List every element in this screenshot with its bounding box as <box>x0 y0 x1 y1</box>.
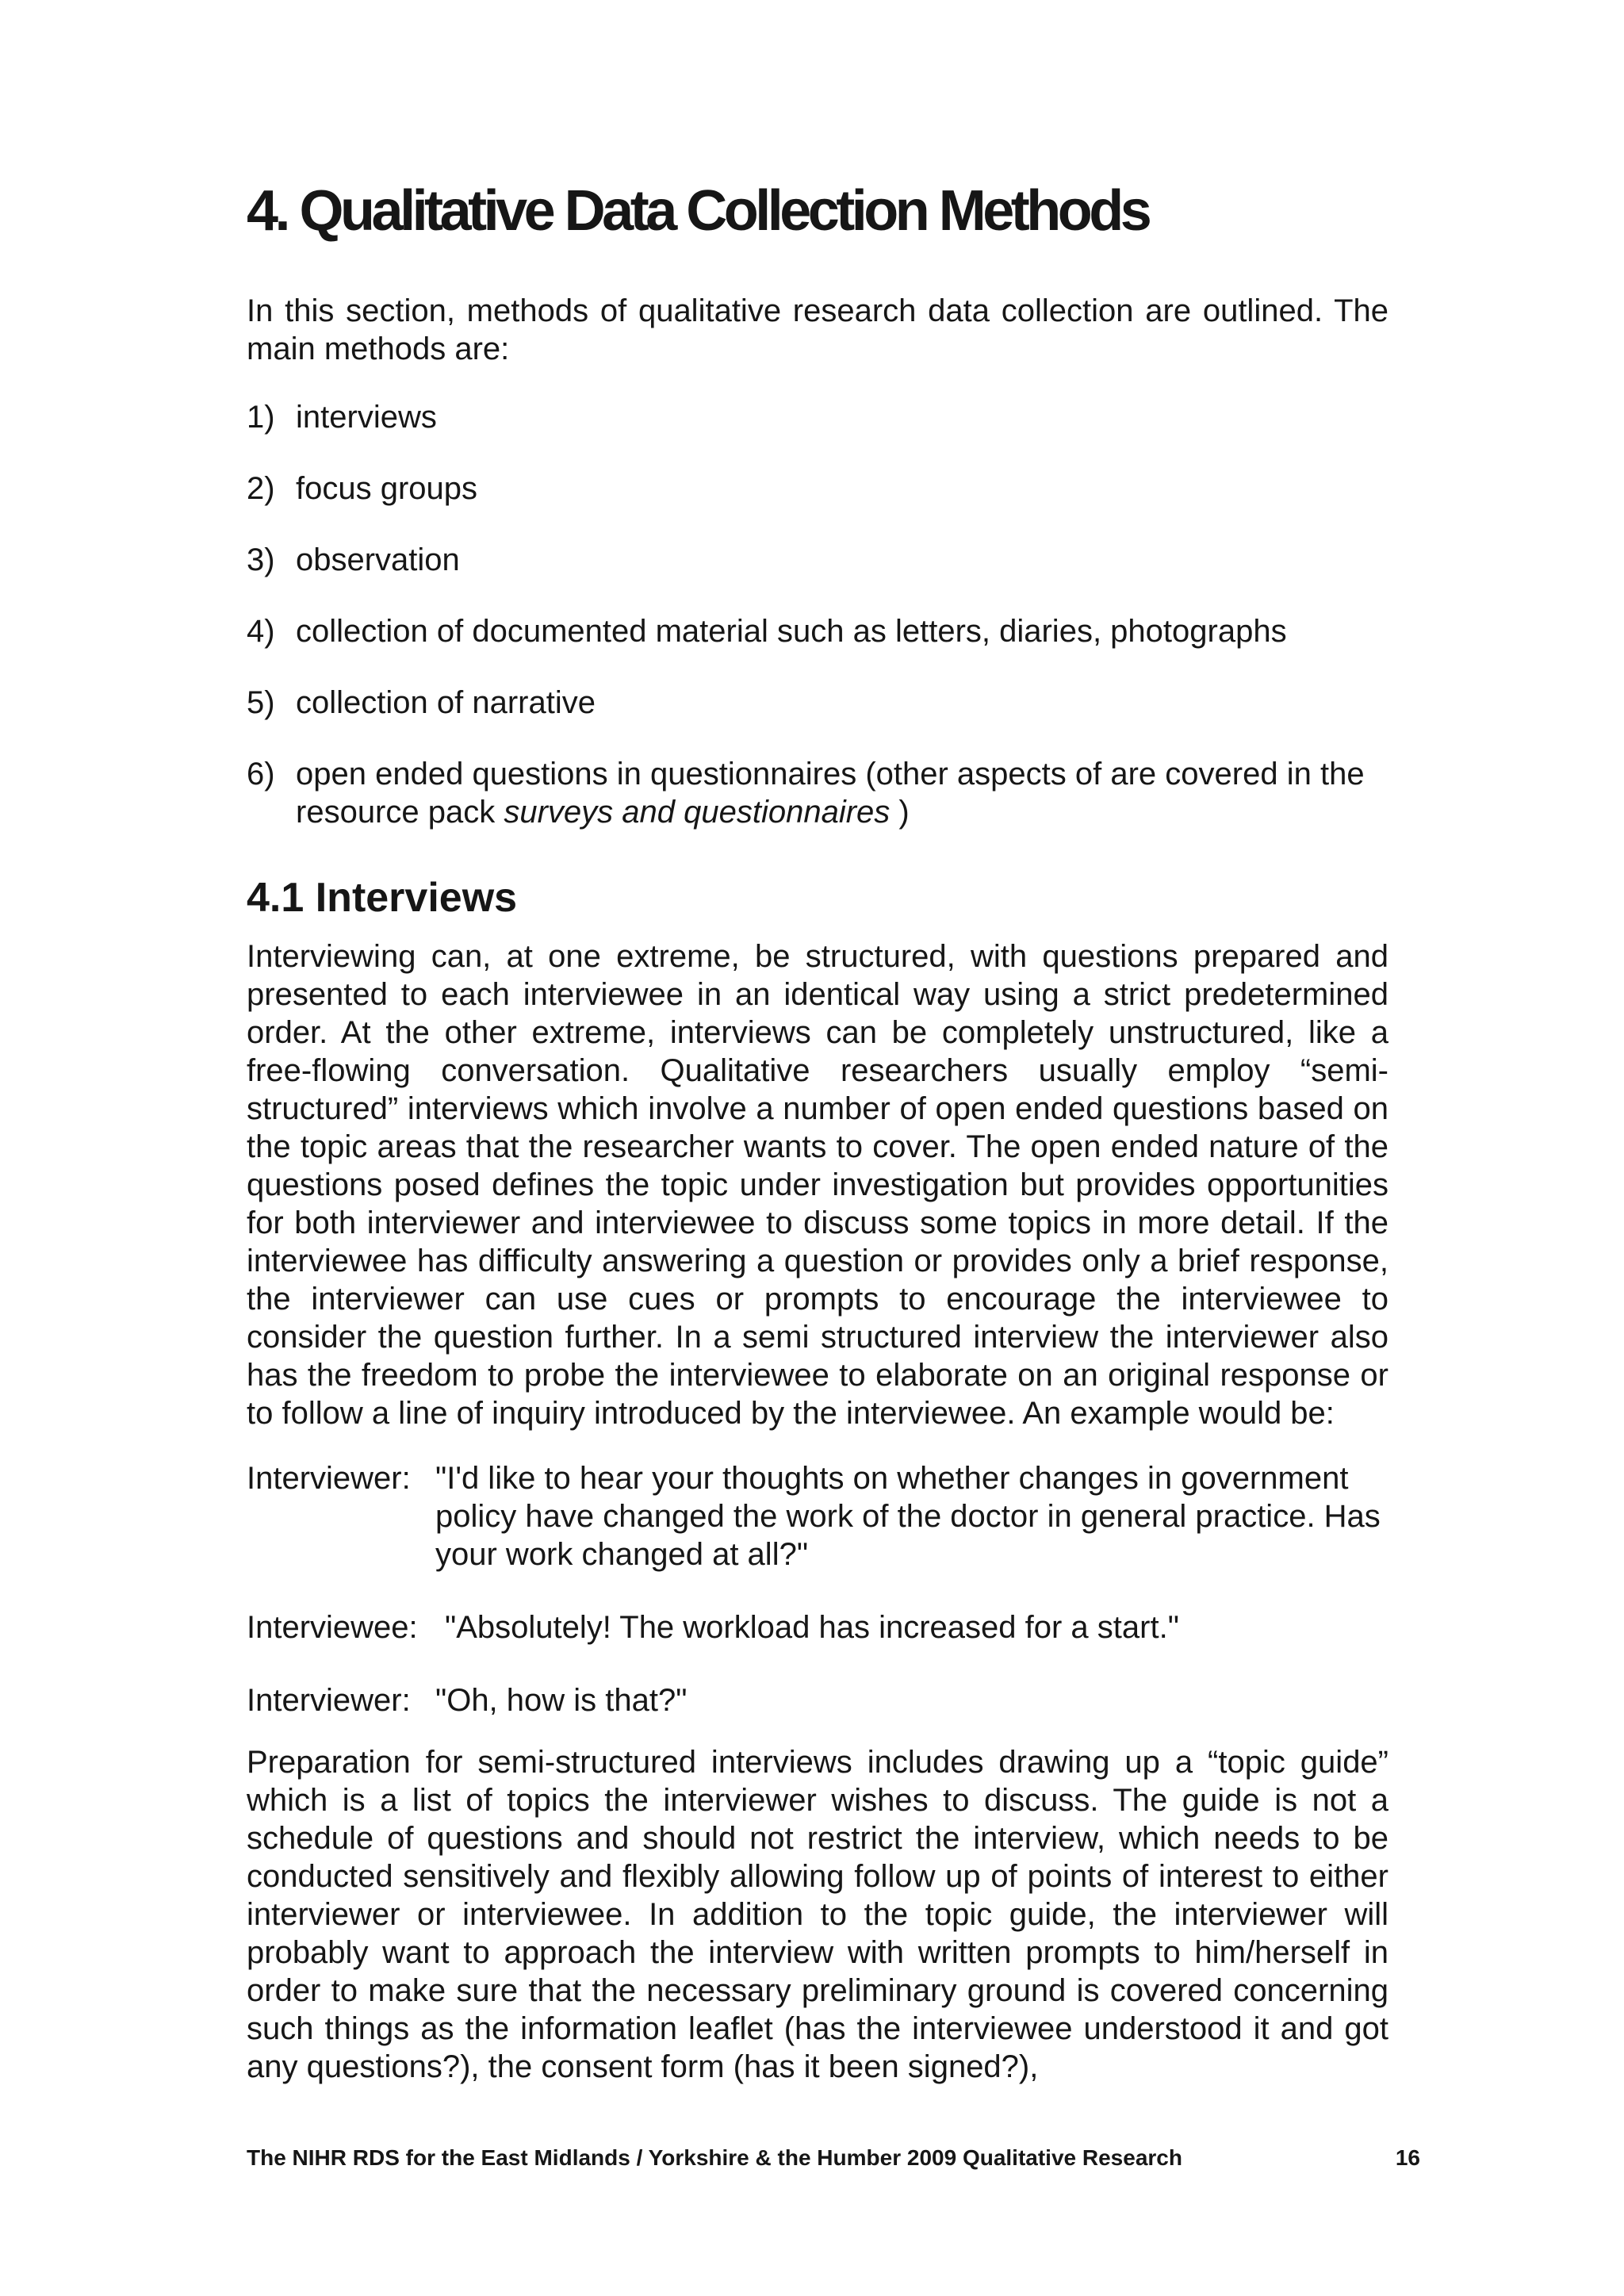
intro-paragraph: In this section, methods of qualitative research data collection are outlined. The main methods are: <box>247 293 1388 366</box>
list-number: 5) <box>247 685 275 720</box>
page-footer <box>247 2145 1420 2171</box>
speaker-label: Interviewer: <box>247 1683 411 1718</box>
page-title: 4. Qualitative Data Collection Methods <box>247 179 1149 243</box>
list-text-main: open ended questions in questionnaires (other aspects of are covered in the resource pack <box>296 757 1365 830</box>
body-paragraph: Preparation for semi-structured interviews includes drawing up a “topic guide” which is a list of topics the interviewer wishes to discuss. The guide is not a schedule of questions and should not restrict the interview, which needs to be conducted sensitively and flexibly allowing follow up of points of interest to either interviewer or interviewee. In addition to the topic guide, the interviewer will probably want to approach the interview with written prompts to him/herself in order to make sure that the necessary preliminary ground is covered concerning such things as the information leaflet (has the interviewee understood it and got any questions?), the consent form (has it been signed?), <box>247 1745 1388 2084</box>
dialogue-line <box>247 1681 1388 1719</box>
list-number: 4) <box>247 614 275 649</box>
list-number: 3) <box>247 542 275 577</box>
list-number: 2) <box>247 471 275 506</box>
page-content <box>247 179 1388 2086</box>
dialogue-line <box>247 1459 1388 1573</box>
list-item <box>247 612 1388 650</box>
list-item <box>247 398 1388 436</box>
body-paragraph: Interviewing can, at one extreme, be structured, with questions prepared and presented to each interviewee in an identical way using a strict predetermined order. At the other extreme, interviews can be completely unstructured, like a free-flowing conversation. Qualitative researchers usually employ “semi-structured” interviews which involve a number of open ended questions based on the topic areas that the researcher wants to cover. The open ended nature of the questions posed defines the topic under investigation but provides opportunities for both interviewer and interviewee to discuss some topics in more detail. If the interviewee has difficulty answering a question or provides only a brief response, the interviewer can use cues or prompts to encourage the interviewee to consider the question further. In a semi structured interview the interviewer also has the freedom to probe the interviewee to elaborate on an original response or to follow a line of inquiry introduced by the interviewee. An example would be: <box>247 939 1388 1431</box>
dialogue-line <box>247 1608 1388 1646</box>
list-item <box>247 684 1388 722</box>
list-text: collection of documented material such as letters, diaries, photographs <box>296 614 1287 649</box>
speaker-label: Interviewee: <box>247 1610 418 1645</box>
dialogue-quote: "Oh, how is that?" <box>435 1683 688 1718</box>
section-heading: 4.1 Interviews <box>247 875 518 921</box>
list-item <box>247 470 1388 508</box>
list-text-end: ) <box>890 795 910 830</box>
list-text: collection of narrative <box>296 685 596 720</box>
list-number: 1) <box>247 400 275 435</box>
interview-dialogue <box>247 1459 1388 1719</box>
speaker-label: Interviewer: <box>247 1461 411 1496</box>
list-text: focus groups <box>296 471 478 506</box>
list-text: interviews <box>296 400 437 435</box>
footer-text: The NIHR RDS for the East Midlands / Yorkshire & the Humber 2009 Qualitative Research <box>247 2145 1182 2170</box>
list-number: 6) <box>247 757 275 792</box>
list-text: observation <box>296 542 460 577</box>
list-text <box>296 755 1388 831</box>
resource-pack-title: surveys and questionnaires <box>504 795 891 830</box>
dialogue-quote: "Absolutely! The workload has increased for a start." <box>445 1610 1179 1645</box>
methods-list <box>247 398 1388 831</box>
dialogue-quote: "I'd like to hear your thoughts on whether changes in government policy have changed the work of the doctor in general practice. Has your work changed at all?" <box>435 1461 1381 1572</box>
page-number: 16 <box>1395 2145 1420 2170</box>
list-item <box>247 541 1388 579</box>
list-item <box>247 755 1388 831</box>
